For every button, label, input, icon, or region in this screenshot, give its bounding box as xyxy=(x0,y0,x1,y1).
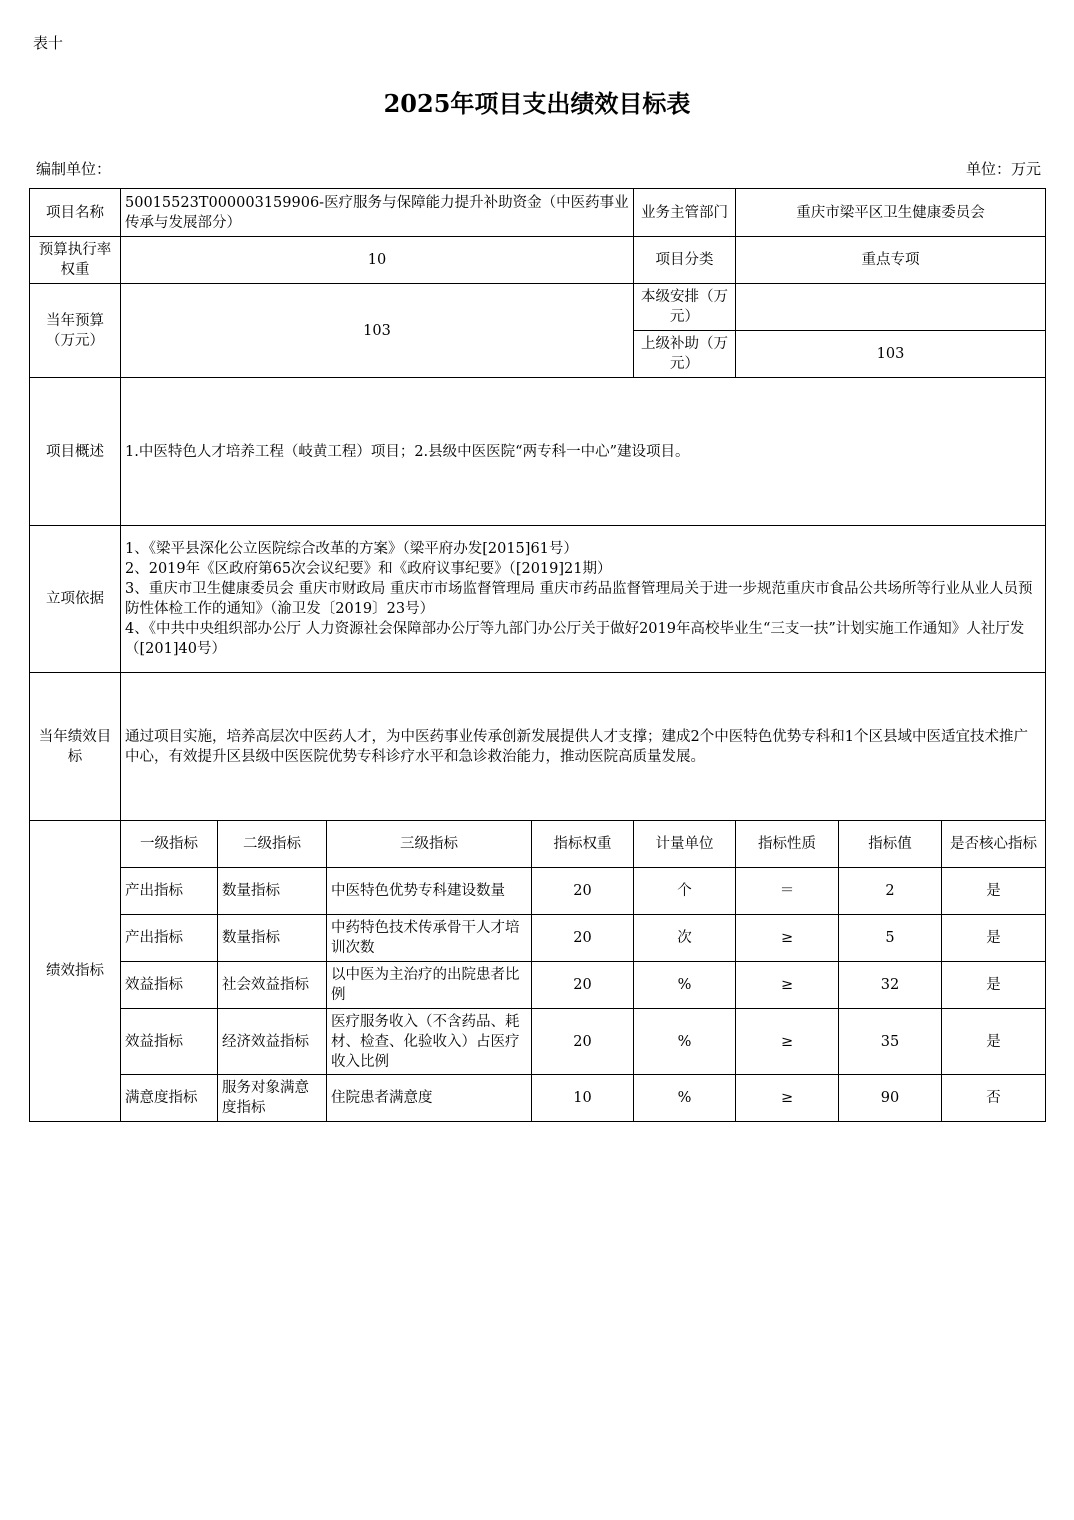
performance-target-table xyxy=(29,188,1046,1122)
indicator-weight: 20 xyxy=(532,868,634,915)
project-basis-label: 立项依据 xyxy=(30,526,121,673)
indicator-value: 90 xyxy=(839,1075,942,1122)
indicator-nature: ＝ xyxy=(736,868,839,915)
table-row xyxy=(30,868,1046,915)
execution-weight-value: 10 xyxy=(121,237,634,284)
annual-goal-value: 通过项目实施，培养高层次中医药人才，为中医药事业传承创新发展提供人才支撑；建成2个中医特色优势专科和1个区县域中医适宜技术推广中心，有效提升区县级中医医院优势专科诊疗水平和急诊救治能力，推动医院高质量发展。 xyxy=(121,673,1046,821)
table-row xyxy=(30,1075,1046,1122)
basis-line: 4、《中共中央组织部办公厅 人力资源社会保障部办公厅等九部门办公厅关于做好2019年高校毕业生“三支一扶”计划实施工作通知》人社厅发（[201]40号） xyxy=(125,621,1025,657)
indicator-value: 5 xyxy=(839,915,942,962)
indicator-level3: 中药特色技术传承骨干人才培训次数 xyxy=(327,915,532,962)
indicator-core: 否 xyxy=(942,1075,1046,1122)
indicator-level3: 住院患者满意度 xyxy=(327,1075,532,1122)
indicator-header: 指标权重 xyxy=(532,821,634,868)
upper-subsidy-label: 上级补助（万元） xyxy=(634,331,736,378)
indicator-unit: % xyxy=(634,962,736,1009)
indicator-level1: 满意度指标 xyxy=(121,1075,218,1122)
indicator-weight: 20 xyxy=(532,962,634,1009)
department-label: 业务主管部门 xyxy=(634,189,736,237)
local-arrangement-value xyxy=(736,284,1046,331)
indicator-header: 指标性质 xyxy=(736,821,839,868)
basis-line: 3、重庆市卫生健康委员会 重庆市财政局 重庆市市场监督管理局 重庆市药品监督管理局关于进一步规范重庆市食品公共场所等行业从业人员预防性体检工作的通知》（渝卫发〔2019〕23号） xyxy=(125,581,1033,617)
indicator-core: 是 xyxy=(942,962,1046,1009)
indicator-nature: ≥ xyxy=(736,1075,839,1122)
table-row xyxy=(30,962,1046,1009)
indicator-level1: 产出指标 xyxy=(121,915,218,962)
indicator-value: 2 xyxy=(839,868,942,915)
indicator-header: 二级指标 xyxy=(218,821,327,868)
project-overview-value: 1.中医特色人才培养工程（岐黄工程）项目；2.县级中医医院“两专科一中心”建设项目。 xyxy=(121,378,1046,526)
indicator-nature: ≥ xyxy=(736,1009,839,1075)
indicator-level2: 数量指标 xyxy=(218,915,327,962)
indicator-weight: 20 xyxy=(532,915,634,962)
upper-subsidy-value: 103 xyxy=(736,331,1046,378)
project-basis-value xyxy=(121,526,1046,673)
indicator-header: 一级指标 xyxy=(121,821,218,868)
annual-budget-label: 当年预算（万元） xyxy=(30,284,121,378)
indicator-weight: 20 xyxy=(532,1009,634,1075)
indicator-level2: 经济效益指标 xyxy=(218,1009,327,1075)
basis-line: 2、2019年《区政府第65次会议纪要》和《政府议事纪要》（[2019]21期） xyxy=(125,561,612,577)
indicator-level1: 产出指标 xyxy=(121,868,218,915)
project-overview-label: 项目概述 xyxy=(30,378,121,526)
indicator-weight: 10 xyxy=(532,1075,634,1122)
indicator-nature: ≥ xyxy=(736,915,839,962)
indicator-level3: 医疗服务收入（不含药品、耗材、检查、化验收入）占医疗收入比例 xyxy=(327,1009,532,1075)
annual-budget-value: 103 xyxy=(121,284,634,378)
indicator-nature: ≥ xyxy=(736,962,839,1009)
indicator-unit: 个 xyxy=(634,868,736,915)
indicator-header: 指标值 xyxy=(839,821,942,868)
project-name-value: 50015523T000003159906-医疗服务与保障能力提升补助资金（中医药事业传承与发展部分） xyxy=(121,189,634,237)
execution-weight-label: 预算执行率权重 xyxy=(30,237,121,284)
indicator-value: 35 xyxy=(839,1009,942,1075)
indicator-level2: 社会效益指标 xyxy=(218,962,327,1009)
indicator-unit: 次 xyxy=(634,915,736,962)
indicator-value: 32 xyxy=(839,962,942,1009)
indicator-level1: 效益指标 xyxy=(121,962,218,1009)
indicators-section-label: 绩效指标 xyxy=(30,821,121,1122)
indicator-header: 计量单位 xyxy=(634,821,736,868)
indicator-core: 是 xyxy=(942,1009,1046,1075)
indicator-core: 是 xyxy=(942,868,1046,915)
compiling-unit-label: 编制单位： xyxy=(36,160,112,178)
indicator-unit: % xyxy=(634,1009,736,1075)
department-value: 重庆市梁平区卫生健康委员会 xyxy=(736,189,1046,237)
indicator-level1: 效益指标 xyxy=(121,1009,218,1075)
table-number-label: 表十 xyxy=(33,34,64,52)
indicator-header: 三级指标 xyxy=(327,821,532,868)
table-row xyxy=(30,915,1046,962)
project-category-label: 项目分类 xyxy=(634,237,736,284)
project-category-value: 重点专项 xyxy=(736,237,1046,284)
local-arrangement-label: 本级安排（万元） xyxy=(634,284,736,331)
basis-line: 1、《梁平县深化公立医院综合改革的方案》（梁平府办发[2015]61号） xyxy=(125,541,578,557)
indicator-level3: 中医特色优势专科建设数量 xyxy=(327,868,532,915)
indicator-level2: 服务对象满意度指标 xyxy=(218,1075,327,1122)
indicator-level2: 数量指标 xyxy=(218,868,327,915)
project-name-label: 项目名称 xyxy=(30,189,121,237)
indicator-header: 是否核心指标 xyxy=(942,821,1046,868)
page-title: 2025年项目支出绩效目标表 xyxy=(383,89,691,118)
annual-goal-label: 当年绩效目标 xyxy=(30,673,121,821)
indicator-core: 是 xyxy=(942,915,1046,962)
indicator-level3: 以中医为主治疗的出院患者比例 xyxy=(327,962,532,1009)
table-row xyxy=(30,1009,1046,1075)
indicator-unit: % xyxy=(634,1075,736,1122)
currency-unit-label: 单位：万元 xyxy=(965,160,1041,178)
